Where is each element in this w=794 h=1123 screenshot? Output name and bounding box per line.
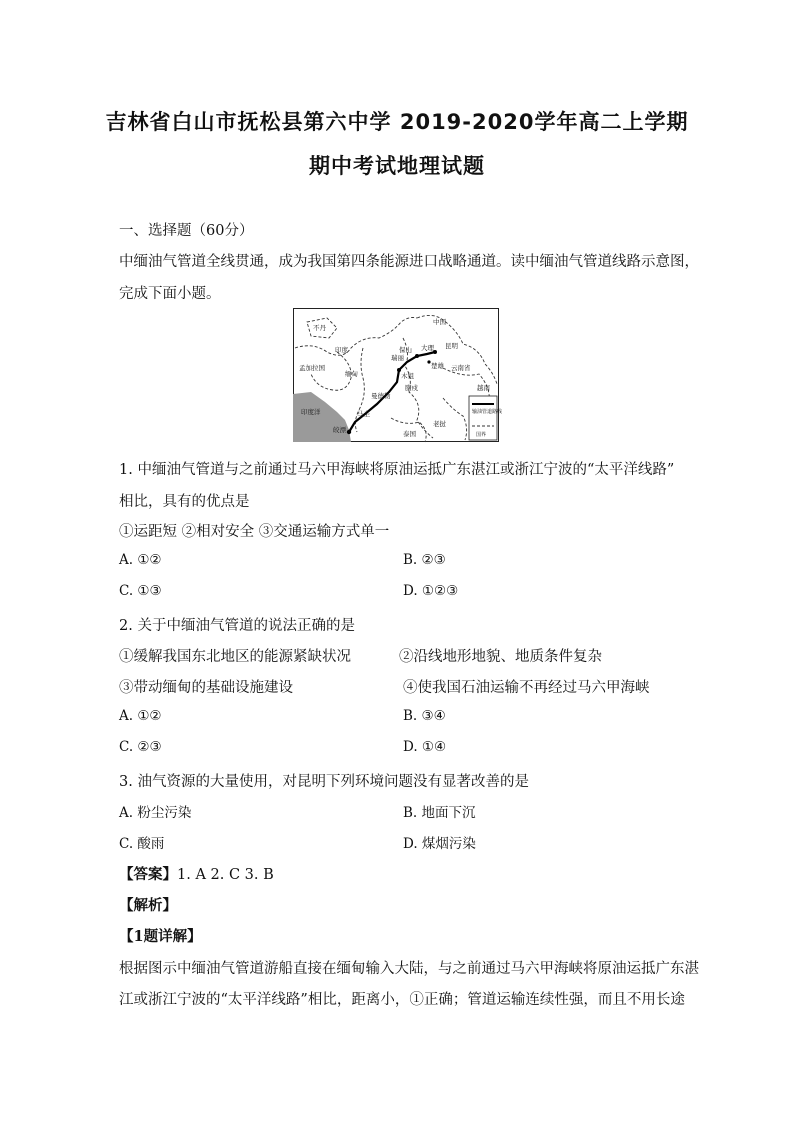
label-kyaukphyu: 皎漂 xyxy=(333,426,346,434)
label-thailand: 泰国 xyxy=(403,430,416,438)
label-baoshan: 保山 xyxy=(399,346,412,354)
label-ruili: 瑞丽 xyxy=(391,354,404,362)
label-dali: 大理 xyxy=(421,344,434,352)
q3-option-c[interactable]: C. 酸雨 xyxy=(119,836,165,852)
label-china: 中国 xyxy=(433,318,446,326)
legend-border-label: 国界 xyxy=(476,432,487,438)
q3-stem: 3. 油气资源的大量使用，对昆明下列环境问题没有显著改善的是 xyxy=(119,774,529,790)
q2-statement-3: ③带动缅甸的基础设施建设 xyxy=(119,680,293,696)
legend-pipeline-label: 输油管道路线 xyxy=(472,409,503,415)
intro-line-2: 完成下面小题。 xyxy=(119,286,221,302)
label-laos: 老挝 xyxy=(433,420,446,428)
label-kunming: 昆明 xyxy=(445,342,458,350)
label-magway: 马圭 xyxy=(357,410,370,418)
q2-statement-2: ②沿线地形地貌、地质条件复杂 xyxy=(399,649,602,665)
label-indian-ocean: 印度洋 xyxy=(301,408,321,416)
title-line-2: 期中考试地理试题 xyxy=(309,154,485,178)
section-heading: 一、选择题（60分） xyxy=(119,223,254,239)
detail-label: 【1题详解】 xyxy=(119,928,202,945)
q2-statement-1: ①缓解我国东北地区的能源紧缺状况 xyxy=(119,649,351,665)
kyaukphyu-marker xyxy=(347,430,351,434)
intro-line-1: 中缅油气管道全线贯通，成为我国第四条能源进口战略通道。读中缅油气管道线路示意图， xyxy=(119,254,699,270)
label-chuxiong: 楚雄 xyxy=(431,362,444,370)
label-india: 印度 xyxy=(335,346,348,354)
label-bangladesh: 孟加拉国 xyxy=(299,364,325,372)
detail-line-1: 根据图示中缅油气管道游船直接在缅甸输入大陆，与之前通过马六甲海峡将原油运抵广东湛 xyxy=(119,961,699,977)
label-yunnan: 云南省 xyxy=(451,364,471,372)
q1-statements: ①运距短 ②相对安全 ③交通运输方式单一 xyxy=(119,524,390,540)
q1-option-b[interactable]: B. ②③ xyxy=(403,552,446,568)
label-mandalay: 曼德勒 xyxy=(371,392,391,400)
q2-stem: 2. 关于中缅油气管道的说法正确的是 xyxy=(119,618,355,634)
answer-line xyxy=(119,863,274,884)
q2-option-a[interactable]: A. ①② xyxy=(119,708,162,724)
map-legend xyxy=(469,396,502,440)
answer-text: 1. A 2. C 3. B xyxy=(177,867,274,883)
label-vietnam: 越南 xyxy=(477,384,490,392)
label-bhutan: 不丹 xyxy=(313,324,326,332)
dali-marker xyxy=(415,354,419,358)
q3-option-d[interactable]: D. 煤烟污染 xyxy=(403,836,476,852)
detail-line-2: 江或浙江宁波的“太平洋线路”相比，距离小，①正确；管道运输连续性强，而且不用长途 xyxy=(119,992,685,1008)
label-muse: 木姐 xyxy=(401,372,414,380)
q1-option-d[interactable]: D. ①②③ xyxy=(403,583,459,599)
q2-option-d[interactable]: D. ①④ xyxy=(403,739,447,755)
q1-option-c[interactable]: C. ①③ xyxy=(119,583,162,599)
q1-stem-line-1: 1. 中缅油气管道与之前通过马六甲海峡将原油运抵广东湛江或浙江宁波的“太平洋线路” xyxy=(119,462,675,478)
title-line-1: 吉林省白山市抚松县第六中学 2019-2020学年高二上学期 xyxy=(105,110,689,134)
analysis-label: 【解析】 xyxy=(119,897,177,914)
answer-label: 【答案】 xyxy=(119,866,177,883)
label-myanmar: 缅甸 xyxy=(345,370,358,378)
label-lashio: 腊戍 xyxy=(405,384,418,392)
q1-option-a[interactable]: A. ①② xyxy=(119,552,162,568)
q3-option-b[interactable]: B. 地面下沉 xyxy=(403,805,476,821)
q1-stem-line-2: 相比，具有的优点是 xyxy=(119,494,250,510)
pipeline-route-map xyxy=(293,308,503,442)
q3-option-a[interactable]: A. 粉尘污染 xyxy=(119,805,192,821)
q2-option-b[interactable]: B. ③④ xyxy=(403,708,446,724)
q2-statement-4: ④使我国石油运输不再经过马六甲海峡 xyxy=(403,680,650,696)
q2-option-c[interactable]: C. ②③ xyxy=(119,739,162,755)
